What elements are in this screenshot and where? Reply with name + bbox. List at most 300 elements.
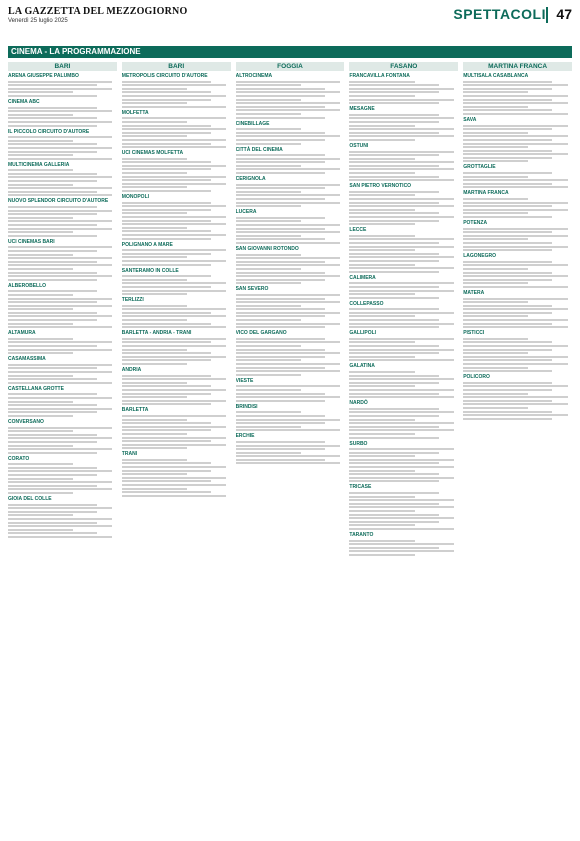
text-line — [236, 95, 325, 97]
text-line — [236, 356, 325, 358]
text-line — [8, 430, 73, 432]
text-line — [122, 319, 187, 321]
text-line — [236, 238, 325, 240]
text-line — [122, 179, 211, 181]
listing-column — [349, 62, 458, 834]
text-line — [122, 447, 187, 449]
showtime-lines — [463, 81, 572, 115]
text-line — [8, 143, 97, 145]
text-line — [349, 238, 453, 240]
text-line — [122, 286, 211, 288]
text-line — [122, 396, 187, 398]
text-line — [463, 264, 567, 266]
text-line — [122, 341, 211, 343]
text-line — [349, 341, 414, 343]
text-line — [122, 212, 187, 214]
text-line — [122, 161, 211, 163]
showtime-lines — [349, 191, 458, 225]
text-line — [236, 345, 301, 347]
text-line — [236, 261, 325, 263]
text-line — [122, 260, 226, 262]
showtime-lines — [463, 198, 572, 218]
cinema-name: MULTISALA CASABLANCA — [463, 73, 529, 79]
text-line — [122, 176, 226, 178]
text-line — [349, 168, 453, 170]
cinema-name: GALATINA — [349, 363, 375, 370]
text-line — [236, 385, 340, 387]
text-line — [349, 191, 438, 193]
text-line — [122, 419, 187, 421]
showtime-lines — [122, 338, 231, 365]
text-line — [349, 290, 453, 292]
text-line — [122, 230, 211, 232]
cinema-name: POLICORO — [463, 374, 490, 381]
text-line — [349, 338, 453, 340]
text-line — [349, 102, 438, 104]
showtime-lines — [8, 427, 117, 454]
cinema-name: CASTELLANA GROTTE — [8, 385, 64, 392]
text-line — [463, 150, 552, 152]
text-line — [463, 418, 552, 420]
text-line — [8, 492, 73, 494]
text-line — [349, 297, 438, 299]
showtime-lines — [236, 81, 345, 119]
text-line — [122, 440, 211, 442]
text-line — [8, 305, 112, 307]
text-line — [463, 312, 552, 314]
text-line — [236, 168, 340, 170]
text-line — [8, 279, 97, 281]
text-line — [236, 326, 325, 328]
text-line — [463, 183, 552, 185]
text-line — [349, 165, 438, 167]
text-line — [236, 113, 301, 115]
text-line — [122, 338, 226, 340]
text-line — [463, 102, 567, 104]
text-line — [8, 382, 112, 384]
text-line — [349, 286, 438, 288]
showtime-lines — [8, 246, 117, 280]
showtime-lines — [122, 81, 231, 108]
showtime-lines — [349, 492, 458, 530]
text-line — [122, 403, 211, 405]
cinema-name: SAN PIETRO VERNOTICO — [349, 183, 412, 190]
text-line — [236, 161, 325, 163]
text-line — [8, 114, 73, 116]
text-line — [463, 370, 552, 372]
text-line — [463, 176, 528, 178]
text-line — [349, 121, 438, 123]
text-line — [236, 445, 340, 447]
cinema-name: METROPOLIS CIRCUITO D'AUTORE — [121, 73, 208, 79]
text-line — [122, 143, 211, 145]
text-line — [8, 349, 112, 351]
text-line — [236, 352, 340, 354]
text-line — [463, 202, 567, 204]
text-line — [8, 393, 97, 395]
showtime-lines — [8, 169, 117, 196]
city-heading: BARI — [122, 62, 231, 71]
text-line — [349, 356, 414, 358]
cinema-name: VICO DEL GARGANO — [235, 330, 287, 337]
text-line — [463, 125, 567, 127]
text-line — [236, 370, 340, 372]
text-line — [349, 179, 453, 181]
text-line — [122, 227, 187, 229]
text-line — [463, 146, 528, 148]
text-line — [122, 488, 187, 490]
text-line — [349, 466, 453, 468]
text-line — [463, 84, 567, 86]
text-line — [236, 455, 340, 457]
text-line — [236, 422, 325, 424]
text-line — [349, 554, 414, 556]
cinema-name: CITTÀ DEL CINEMA — [235, 146, 283, 153]
showtime-lines — [8, 81, 117, 97]
text-line — [463, 88, 552, 90]
text-line — [236, 88, 325, 90]
text-line — [349, 510, 414, 512]
cinema-name: ALBEROBELLO — [8, 282, 47, 289]
text-line — [122, 437, 226, 439]
text-line — [463, 235, 567, 237]
text-line — [349, 293, 414, 295]
text-line — [122, 356, 226, 358]
text-line — [122, 389, 226, 391]
text-line — [236, 264, 340, 266]
text-line — [236, 91, 340, 93]
text-line — [8, 235, 97, 237]
cinema-name: BARLETTA — [121, 407, 149, 414]
showtime-lines — [349, 114, 458, 141]
text-line — [8, 298, 112, 300]
cinema-name: VIESTE — [235, 377, 254, 384]
text-line — [122, 146, 226, 148]
text-line — [236, 117, 325, 119]
text-line — [236, 231, 340, 233]
text-line — [463, 261, 552, 263]
showtime-lines — [8, 393, 117, 417]
text-line — [349, 382, 438, 384]
text-line — [236, 349, 325, 351]
text-line — [122, 352, 211, 354]
city-heading: BARI — [8, 62, 117, 71]
text-line — [463, 286, 567, 288]
text-line — [349, 349, 453, 351]
city-heading: FOGGIA — [236, 62, 345, 71]
cinema-name: ERCHIE — [235, 433, 255, 440]
text-line — [463, 242, 552, 244]
cinema-name: ARENA GIUSEPPE PALUMBO — [8, 73, 79, 79]
text-line — [349, 455, 414, 457]
text-line — [349, 99, 453, 101]
text-line — [8, 478, 73, 480]
text-line — [463, 385, 567, 387]
text-line — [8, 110, 112, 112]
text-line — [236, 172, 325, 174]
text-line — [122, 128, 226, 130]
text-line — [8, 224, 97, 226]
showtime-lines — [8, 290, 117, 328]
text-line — [349, 477, 453, 479]
text-line — [349, 524, 414, 526]
text-line — [236, 429, 340, 431]
cinema-name: OSTUNI — [349, 142, 369, 149]
text-line — [8, 228, 112, 230]
text-line — [8, 206, 97, 208]
text-line — [463, 275, 567, 277]
showtime-lines — [463, 228, 572, 252]
showtime-lines — [236, 385, 345, 401]
text-line — [8, 375, 73, 377]
text-line — [463, 389, 552, 391]
city-heading: FASANO — [349, 62, 458, 71]
text-line — [8, 525, 112, 527]
text-line — [236, 305, 301, 307]
text-line — [8, 404, 97, 406]
text-line — [349, 198, 453, 200]
showtime-lines — [236, 254, 345, 285]
text-line — [8, 364, 112, 366]
text-line — [122, 378, 226, 380]
text-line — [349, 550, 453, 552]
showtime-lines — [349, 540, 458, 556]
text-line — [349, 151, 453, 153]
text-line — [236, 268, 301, 270]
text-line — [349, 125, 414, 127]
text-line — [8, 154, 73, 156]
text-line — [8, 84, 97, 86]
cinema-name: SAN GIOVANNI ROTONDO — [235, 245, 299, 252]
text-line — [349, 282, 453, 284]
text-line — [236, 102, 340, 104]
text-line — [122, 433, 187, 435]
cinema-name: PISTICCI — [463, 330, 485, 337]
text-line — [463, 268, 528, 270]
text-line — [8, 441, 97, 443]
text-line — [349, 172, 414, 174]
showtime-lines — [349, 235, 458, 273]
text-line — [8, 121, 112, 123]
text-line — [349, 256, 453, 258]
text-line — [8, 191, 97, 193]
showtime-lines — [349, 408, 458, 439]
text-line — [236, 81, 340, 83]
text-line — [122, 426, 226, 428]
text-line — [236, 257, 340, 259]
text-line — [463, 143, 567, 145]
text-line — [349, 470, 414, 472]
text-line — [8, 257, 112, 259]
text-line — [236, 198, 325, 200]
text-line — [8, 511, 97, 513]
text-line — [8, 147, 112, 149]
cinema-name: CINEMA ABC — [8, 98, 40, 105]
showtime-lines — [8, 504, 117, 538]
showtime-lines — [122, 275, 231, 295]
text-line — [236, 374, 301, 376]
text-line — [122, 216, 226, 218]
masthead — [8, 4, 572, 34]
showtime-lines — [349, 81, 458, 105]
showtime-lines — [349, 371, 458, 398]
text-line — [122, 106, 226, 108]
showtime-lines — [8, 206, 117, 237]
cinema-name: POTENZA — [463, 220, 488, 226]
text-line — [349, 158, 414, 160]
cinema-name: POLIGNANO A MARE — [121, 241, 173, 248]
text-line — [463, 81, 552, 83]
text-line — [8, 312, 97, 314]
showtime-lines — [122, 158, 231, 192]
cinema-name: ALTAMURA — [8, 330, 36, 337]
text-line — [236, 415, 325, 417]
text-line — [8, 140, 73, 142]
showtime-lines — [463, 382, 572, 420]
text-line — [463, 238, 528, 240]
text-line — [122, 99, 211, 101]
cinema-name: SAVA — [463, 116, 477, 123]
text-line — [122, 209, 211, 211]
text-line — [122, 168, 211, 170]
text-line — [236, 452, 301, 454]
text-line — [8, 315, 112, 317]
text-line — [236, 441, 325, 443]
text-line — [8, 427, 112, 429]
showtime-lines — [8, 463, 117, 494]
text-line — [8, 107, 97, 109]
text-line — [122, 172, 187, 174]
text-line — [349, 473, 438, 475]
text-line — [349, 492, 438, 494]
text-line — [8, 264, 112, 266]
text-line — [236, 191, 301, 193]
text-line — [8, 268, 73, 270]
text-line — [349, 81, 414, 83]
text-line — [122, 249, 226, 251]
showtime-lines — [236, 217, 345, 244]
text-line — [349, 312, 453, 314]
showtime-lines — [122, 305, 231, 329]
text-line — [349, 216, 453, 218]
cinema-name: FRANCAVILLA FONTANA — [349, 73, 410, 79]
text-line — [236, 367, 325, 369]
text-line — [122, 293, 187, 295]
text-line — [8, 504, 97, 506]
cinema-name: MESAGNE — [349, 106, 375, 113]
text-line — [349, 480, 438, 482]
text-line — [236, 275, 340, 277]
text-line — [349, 271, 438, 273]
listing-column — [122, 62, 231, 834]
text-line — [236, 341, 340, 343]
text-line — [122, 323, 211, 325]
showtime-lines — [349, 448, 458, 482]
cinema-name: UCI CINEMAS MOLFETTA — [121, 150, 184, 157]
text-line — [8, 397, 112, 399]
text-line — [8, 95, 97, 97]
text-line — [8, 470, 112, 472]
text-line — [463, 407, 528, 409]
text-line — [122, 81, 211, 83]
text-line — [236, 187, 325, 189]
text-line — [8, 434, 97, 436]
text-line — [349, 242, 438, 244]
text-line — [463, 212, 528, 214]
text-line — [8, 415, 73, 417]
text-line — [8, 180, 97, 182]
text-line — [8, 401, 73, 403]
text-line — [122, 429, 211, 431]
text-line — [349, 422, 453, 424]
text-line — [463, 396, 567, 398]
issue-date: Venerdì 25 luglio 2025 — [8, 18, 68, 24]
text-line — [463, 179, 567, 181]
text-line — [463, 326, 567, 328]
text-line — [463, 216, 552, 218]
text-line — [463, 363, 567, 365]
text-line — [236, 84, 301, 86]
text-line — [8, 151, 97, 153]
text-line — [236, 228, 325, 230]
text-line — [122, 84, 226, 86]
text-line — [349, 452, 438, 454]
text-line — [8, 217, 73, 219]
cinema-name: SURBO — [349, 440, 368, 447]
text-line — [122, 183, 226, 185]
cinema-name: UCI CINEMAS BARI — [8, 238, 55, 245]
text-line — [463, 349, 552, 351]
city-heading: MARTINA FRANCA — [463, 62, 572, 71]
text-line — [8, 338, 73, 340]
text-line — [463, 205, 552, 207]
showtime-lines — [8, 338, 117, 354]
text-line — [8, 522, 97, 524]
text-line — [122, 275, 211, 277]
text-line — [463, 301, 528, 303]
text-line — [122, 422, 211, 424]
text-line — [122, 470, 211, 472]
text-line — [8, 485, 97, 487]
text-line — [349, 205, 453, 207]
text-line — [122, 345, 226, 347]
text-line — [8, 254, 73, 256]
text-line — [8, 301, 97, 303]
cinema-name: GIOIA DEL COLLE — [8, 496, 52, 503]
text-line — [463, 246, 567, 248]
text-line — [122, 220, 211, 222]
showtime-lines — [349, 308, 458, 328]
text-line — [463, 157, 552, 159]
text-line — [349, 433, 414, 435]
showtime-lines — [122, 117, 231, 148]
text-line — [122, 121, 187, 123]
text-line — [8, 275, 112, 277]
text-line — [349, 517, 453, 519]
text-line — [236, 109, 340, 111]
showtime-lines — [122, 375, 231, 406]
text-line — [236, 158, 340, 160]
showtime-lines — [8, 107, 117, 127]
showtime-lines — [8, 136, 117, 160]
text-line — [236, 106, 325, 108]
text-line — [349, 202, 438, 204]
text-line — [463, 315, 528, 317]
text-line — [236, 135, 340, 137]
text-line — [236, 272, 325, 274]
text-line — [349, 114, 438, 116]
text-line — [236, 205, 301, 207]
